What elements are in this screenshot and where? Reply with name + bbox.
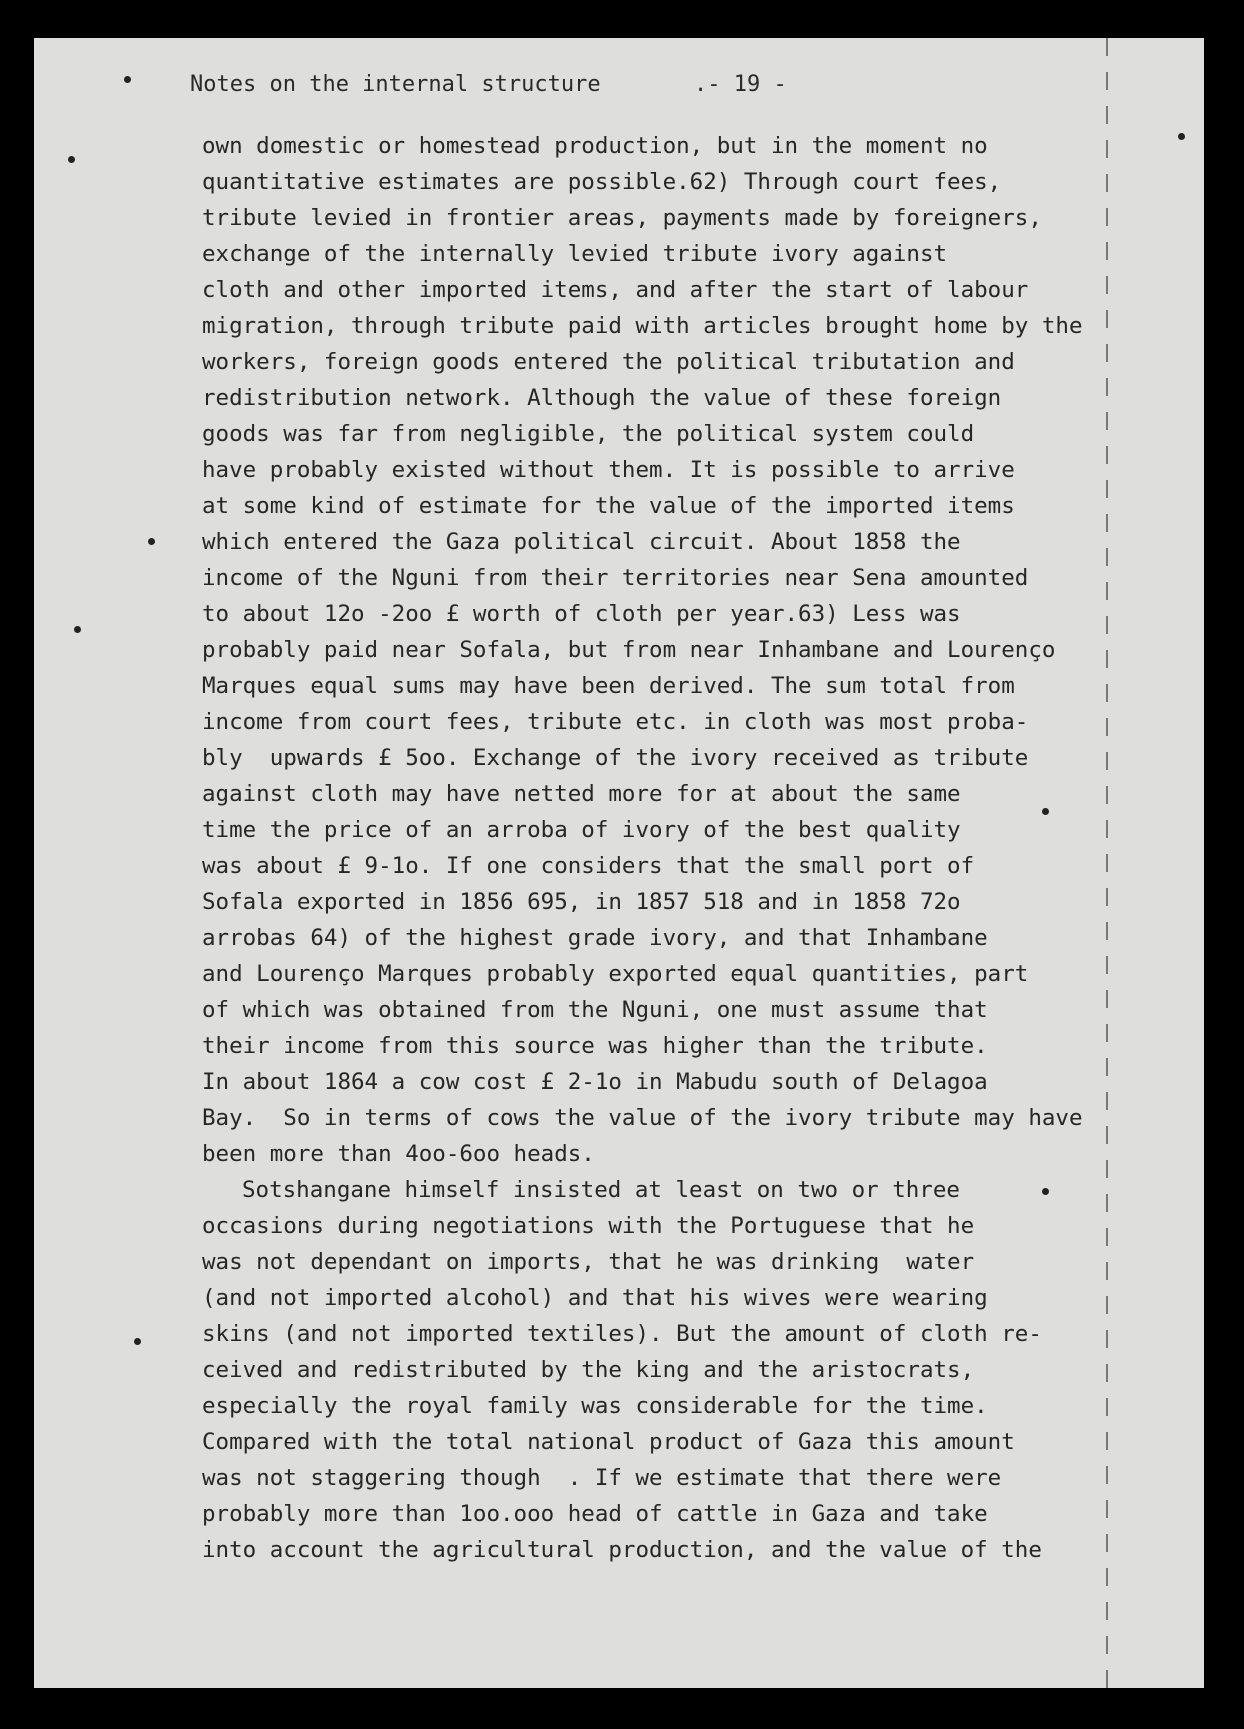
- text-line: probably paid near Sofala, but from near Inhambane and Lourenço: [202, 637, 1056, 663]
- text-line: redistribution network. Although the value of these foreign: [202, 385, 1002, 411]
- text-line: cloth and other imported items, and after the start of labour: [202, 277, 1029, 303]
- text-line: (and not imported alcohol) and that his wives were wearing: [202, 1285, 988, 1311]
- running-header: Notes on the internal structure: [190, 72, 601, 97]
- text-line: time the price of an arroba of ivory of the best quality: [202, 817, 961, 843]
- text-line: bly upwards £ 5oo. Exchange of the ivory received as tribute: [202, 745, 1029, 771]
- text-line: was not staggering though . If we estimate that there were: [202, 1465, 1002, 1491]
- right-margin-rule: [1106, 38, 1108, 1688]
- text-line: goods was far from negligible, the political system could: [202, 421, 975, 447]
- margin-dot: [124, 76, 131, 83]
- margin-dot: [148, 538, 155, 545]
- margin-dot: [74, 626, 81, 633]
- document-page: [34, 38, 1204, 1688]
- text-line: which entered the Gaza political circuit. About 1858 the: [202, 529, 961, 555]
- text-line: exchange of the internally levied tribute ivory against: [202, 241, 948, 267]
- text-line: workers, foreign goods entered the political tributation and: [202, 349, 1015, 375]
- text-line: against cloth may have netted more for at about the same: [202, 781, 961, 807]
- text-line: skins (and not imported textiles). But the amount of cloth re-: [202, 1321, 1042, 1347]
- margin-dot: [1042, 808, 1049, 815]
- text-line: and Lourenço Marques probably exported equal quantities, part: [202, 961, 1029, 987]
- text-line: Compared with the total national product of Gaza this amount: [202, 1429, 1015, 1455]
- text-line: own domestic or homestead production, but in the moment no: [202, 133, 988, 159]
- text-line: been more than 4oo-6oo heads.: [202, 1141, 595, 1167]
- margin-dot: [1042, 1188, 1049, 1195]
- text-line: was about £ 9-1o. If one considers that the small port of: [202, 853, 975, 879]
- text-line: Sofala exported in 1856 695, in 1857 518 and in 1858 72o: [202, 889, 961, 915]
- text-line: income from court fees, tribute etc. in cloth was most proba-: [202, 709, 1029, 735]
- text-line: of which was obtained from the Nguni, one must assume that: [202, 997, 988, 1023]
- text-line: In about 1864 a cow cost £ 2-1o in Mabudu south of Delagoa: [202, 1069, 988, 1095]
- text-line: especially the royal family was considerable for the time.: [202, 1393, 988, 1419]
- page-number: .- 19 -: [694, 72, 787, 97]
- text-line: to about 12o -2oo £ worth of cloth per year.63) Less was: [202, 601, 961, 627]
- text-line: Marques equal sums may have been derived. The sum total from: [202, 673, 1015, 699]
- text-line: ceived and redistributed by the king and the aristocrats,: [202, 1357, 975, 1383]
- margin-dot: [68, 156, 75, 163]
- text-line: their income from this source was higher than the tribute.: [202, 1033, 988, 1059]
- text-line: occasions during negotiations with the Portuguese that he: [202, 1213, 975, 1239]
- text-line: Bay. So in terms of cows the value of the ivory tribute may have: [202, 1105, 1083, 1131]
- text-line: probably more than 1oo.ooo head of cattle in Gaza and take: [202, 1501, 988, 1527]
- text-line: arrobas 64) of the highest grade ivory, and that Inhambane: [202, 925, 988, 951]
- text-line: have probably existed without them. It is possible to arrive: [202, 457, 1015, 483]
- text-line: was not dependant on imports, that he was drinking water: [202, 1249, 975, 1275]
- text-line: tribute levied in frontier areas, payments made by foreigners,: [202, 205, 1042, 231]
- text-line: into account the agricultural production, and the value of the: [202, 1537, 1042, 1563]
- margin-dot: [1178, 133, 1185, 140]
- body-text: [202, 128, 1162, 1568]
- margin-dot: [134, 1338, 141, 1345]
- text-line: Sotshangane himself insisted at least on two or three: [242, 1177, 960, 1203]
- text-line: income of the Nguni from their territories near Sena amounted: [202, 565, 1029, 591]
- text-line: migration, through tribute paid with articles brought home by the: [202, 313, 1083, 339]
- text-line: quantitative estimates are possible.62) Through court fees,: [202, 169, 1002, 195]
- text-line: at some kind of estimate for the value of the imported items: [202, 493, 1015, 519]
